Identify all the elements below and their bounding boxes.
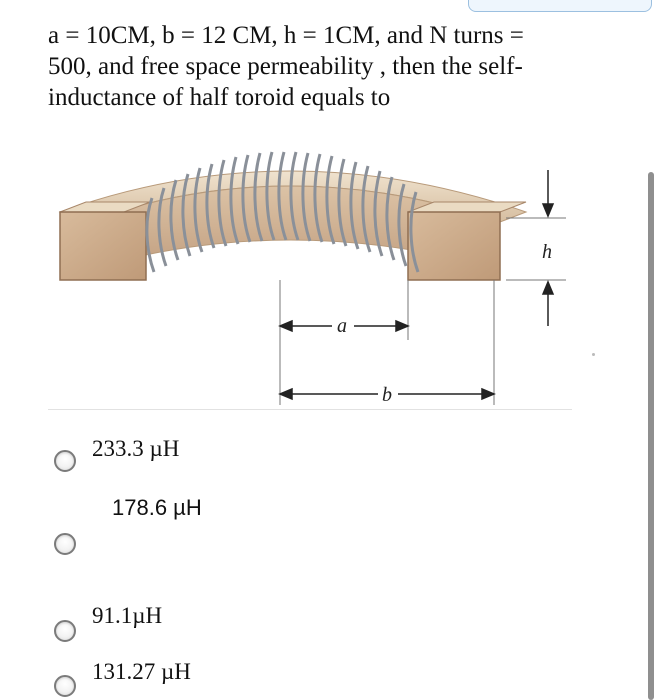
option-3-label[interactable]: 91.1µH [92, 603, 163, 628]
core-left-end-face [60, 212, 146, 280]
label-h: h [542, 241, 552, 263]
half-toroid-figure [48, 140, 572, 410]
core-right-end-face [408, 212, 500, 280]
stray-mark [592, 353, 595, 356]
option-4-radio[interactable] [54, 675, 76, 697]
question-line-1: a = 10CM, b = 12 CM, h = 1CM, and N turns = [48, 22, 524, 49]
option-2-radio[interactable] [54, 533, 76, 555]
option-4-label[interactable]: 131.27 µH [92, 659, 191, 684]
option-2-label[interactable]: 178.6 µH [112, 495, 202, 520]
option-1-label[interactable]: 233.3 µH [92, 436, 180, 461]
label-b: b [382, 384, 392, 406]
label-a: a [337, 315, 347, 337]
question-text [48, 20, 618, 113]
question-line-3: inductance of half toroid equals to [48, 84, 391, 111]
question-line-2: 500, and free space permeability , then the self- [48, 53, 523, 80]
option-3-radio[interactable] [54, 620, 76, 642]
h-dimension [506, 170, 566, 326]
option-1-radio[interactable] [54, 450, 76, 472]
top-tab-edge [468, 0, 652, 12]
vertical-scrollbar[interactable] [648, 172, 654, 700]
figure-separator [48, 409, 572, 410]
